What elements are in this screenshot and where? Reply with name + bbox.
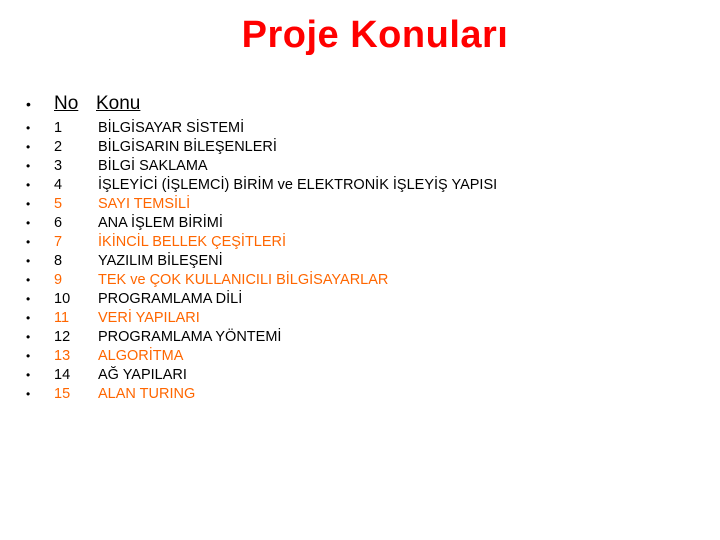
list-item [26,156,497,175]
list-item [26,270,497,289]
topic-number: 3 [54,157,63,174]
page-title: Proje Konuları [241,14,509,56]
bullet-icon: • [26,215,31,230]
bullet-icon: • [26,158,31,173]
topic-number: 9 [54,271,63,288]
header-no: No [54,93,79,114]
list-item [26,175,497,194]
topic-number: 2 [54,138,63,155]
bullet-icon: • [26,177,31,192]
list-item [26,365,497,384]
topic-number: 15 [54,385,71,402]
bullet-icon: • [26,139,31,154]
topic-number: 4 [54,176,63,193]
topic-label: BİLGİSAYAR SİSTEMİ [98,119,245,136]
topic-number: 10 [54,290,71,307]
header-bullet: • [26,96,31,112]
topic-label: İŞLEYİCİ (İŞLEMCİ) BİRİM ve ELEKTRONİK İŞLEYİŞ YAPISI [98,176,498,193]
list-item [26,232,497,251]
bullet-icon: • [26,272,31,287]
topic-number: 7 [54,233,63,250]
list-item [26,308,497,327]
bullet-icon: • [26,348,31,363]
topic-label: VERİ YAPILARI [98,309,200,326]
topic-label: BİLGİSARIN BİLEŞENLERİ [98,138,277,155]
list-item [26,251,497,270]
topic-label: TEK ve ÇOK KULLANICILI BİLGİSAYARLAR [98,271,389,288]
list-item [26,289,497,308]
bullet-icon: • [26,310,31,325]
topic-label: SAYI TEMSİLİ [98,195,191,212]
bullet-icon: • [26,120,31,135]
list-item [26,346,497,365]
topic-label: PROGRAMLAMA DİLİ [98,290,243,307]
list-item [26,384,497,403]
topic-label: YAZILIM BİLEŞENİ [98,252,223,269]
list-item [26,137,497,156]
list-item [26,194,497,213]
topic-list [26,118,497,403]
topic-number: 8 [54,252,63,269]
topic-label: ALGORİTMA [98,347,184,364]
bullet-icon: • [26,291,31,306]
bullet-icon: • [26,234,31,249]
topic-number: 14 [54,366,71,383]
topic-number: 6 [54,214,63,231]
table-header [26,92,140,116]
topic-number: 13 [54,347,71,364]
topic-label: AĞ YAPILARI [98,366,187,383]
bullet-icon: • [26,253,31,268]
topic-label: İKİNCİL BELLEK ÇEŞİTLERİ [98,233,287,250]
topic-number: 5 [54,195,63,212]
bullet-icon: • [26,367,31,382]
topic-number: 1 [54,119,63,136]
bullet-icon: • [26,386,31,401]
list-item [26,213,497,232]
topic-label: ALAN TURING [98,385,196,402]
bullet-icon: • [26,329,31,344]
topic-label: PROGRAMLAMA YÖNTEMİ [98,328,282,345]
topic-number: 11 [54,309,70,326]
header-konu: Konu [96,93,141,114]
topic-label: BİLGİ SAKLAMA [98,157,208,174]
list-item [26,118,497,137]
bullet-icon: • [26,196,31,211]
topic-number: 12 [54,328,71,345]
list-item [26,327,497,346]
topic-label: ANA İŞLEM BİRİMİ [98,214,223,231]
